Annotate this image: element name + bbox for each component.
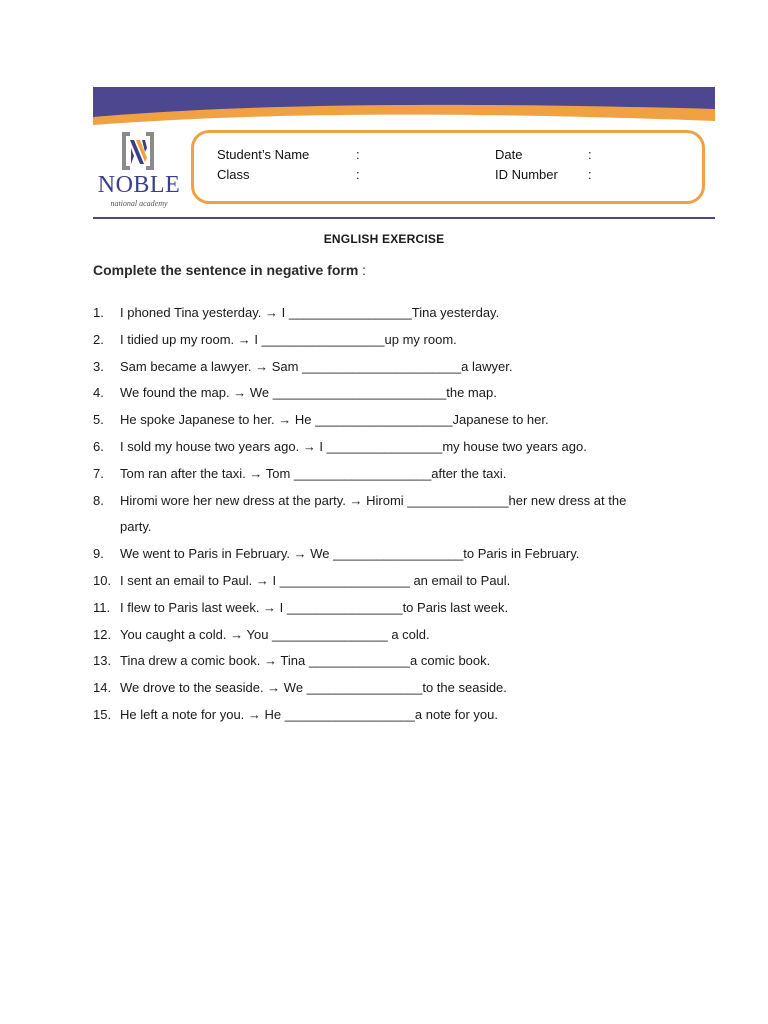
exercise-number: 12.: [93, 626, 112, 642]
exercise-number: 10.: [93, 572, 112, 588]
student-info-box: [191, 130, 705, 204]
exercise-number: 2.: [93, 331, 104, 347]
exercise-item: [93, 702, 693, 729]
exercise-number: 4.: [93, 385, 104, 401]
exercise-item: [93, 461, 693, 488]
exercise-sentence: You caught a cold. → You ________________ a cold.: [120, 626, 430, 642]
exercise-item: [93, 407, 693, 434]
exercise-sentence: We drove to the seaside. → We ________________to the seaside.: [120, 680, 507, 696]
exercise-item: [93, 595, 693, 622]
page-title: ENGLISH EXERCISE: [323, 232, 445, 246]
exercise-item: [93, 568, 693, 595]
exercise-sentence: Tom ran after the taxi. → Tom ___________________after the taxi.: [120, 465, 507, 481]
student-name-colon: :: [356, 147, 360, 162]
exercise-sentence: He spoke Japanese to her. → He ___________________Japanese to her.: [120, 412, 549, 428]
exercise-sentence: Tina drew a comic book. → Tina ______________a comic book.: [120, 653, 491, 669]
instruction: [93, 262, 366, 278]
exercise-sentence: I flew to Paris last week. → I ________________to Paris last week.: [120, 599, 509, 615]
exercise-number: 11.: [93, 599, 111, 615]
logo-emblem-icon: [120, 130, 156, 172]
exercise-sentence: Hiromi wore her new dress at the party. → Hiromi ______________her new dress at the: [120, 492, 627, 508]
student-name-label: Student’s Name: [217, 147, 310, 162]
exercise-list: [93, 300, 693, 729]
id-number-label: ID Number: [495, 167, 558, 182]
exercise-sentence: I tidied up my room. → I _________________up my room.: [120, 331, 457, 347]
exercise-number: 8.: [93, 492, 104, 508]
exercise-sentence: Sam became a lawyer. → Sam ______________________a lawyer.: [120, 358, 513, 374]
exercise-item: [93, 648, 693, 675]
instruction-text: Complete the sentence in negative form: [93, 262, 359, 278]
date-colon: :: [588, 147, 592, 162]
exercise-sentence: I sent an email to Paul. → I __________________ an email to Paul.: [120, 572, 511, 588]
exercise-number: 9.: [93, 546, 104, 562]
instruction-colon: :: [358, 262, 367, 278]
header-divider: [93, 217, 715, 219]
exercise-number: 6.: [93, 438, 104, 454]
id-number-colon: :: [588, 167, 592, 182]
exercise-sentence: I sold my house two years ago. → I ________________my house two years ago.: [120, 438, 587, 454]
logo-wordmark: NOBLE: [97, 172, 181, 198]
exercise-item: [93, 622, 693, 649]
exercise-number: 13.: [93, 653, 112, 669]
exercise-sentence: We went to Paris in February. → We __________________to Paris in February.: [120, 546, 580, 562]
exercise-sentence: We found the map. → We ________________________the map.: [120, 385, 497, 401]
exercise-number: 15.: [93, 706, 112, 722]
exercise-number: 7.: [93, 465, 104, 481]
exercise-number: 1.: [93, 305, 104, 320]
noble-logo: [96, 128, 182, 212]
class-label: Class: [217, 167, 250, 182]
exercise-sentence-continuation: party.: [120, 519, 152, 535]
exercise-number: 5.: [93, 412, 104, 428]
exercise-item: [93, 541, 693, 568]
exercise-number: 14.: [93, 680, 112, 696]
exercise-item: [93, 327, 693, 354]
exercise-item: [93, 434, 693, 461]
exercise-item: [93, 354, 693, 381]
date-label: Date: [495, 147, 523, 162]
class-colon: :: [356, 167, 360, 182]
exercise-item: [93, 300, 693, 327]
exercise-number: 3.: [93, 358, 104, 374]
exercise-sentence: I phoned Tina yesterday. → I _________________Tina yesterday.: [120, 305, 500, 320]
exercise-item: [93, 488, 693, 542]
logo-subtitle: national academy: [110, 199, 168, 208]
exercise-item: [93, 380, 693, 407]
exercise-sentence: He left a note for you. → He __________________a note for you.: [120, 706, 498, 722]
exercise-item: [93, 675, 693, 702]
